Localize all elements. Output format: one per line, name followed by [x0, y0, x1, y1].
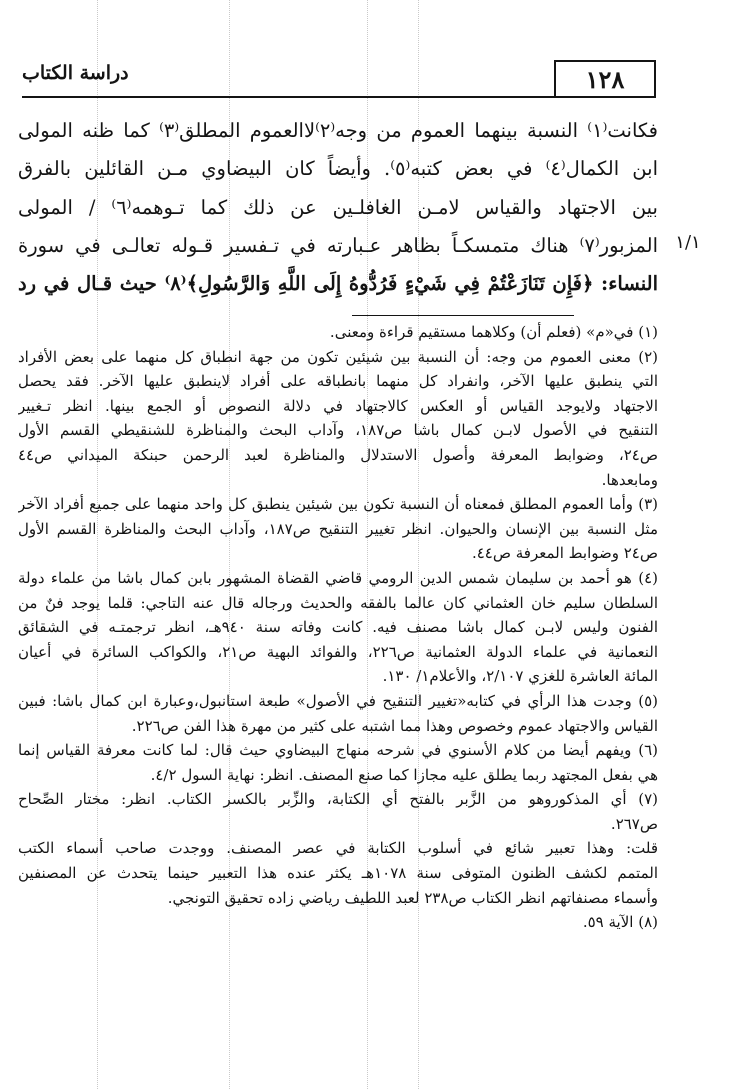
footnote-line: الفنون وليس لابـن كمال باشا مصنف فيه. كانت وفاته سنة ٩٤٠هـ، انظر ترجمتـه في الشقائق — [18, 618, 658, 637]
footnote-6 — [18, 738, 658, 787]
main-text-line: بين الاجتهاد والقياس لامـن الغافلـين عن ذلك كما تـوهمه⁽٦⁾ / المولى — [18, 195, 658, 219]
page-number: ١٢٨ — [554, 60, 656, 98]
quran-verse-line: النساء: ﴿فَإِن تَنَازَعْتُمْ فِي شَيْءٍ فَرُدُّوهُ إِلَى اللَّهِ وَالرَّسُولِ﴾⁽٨⁾ حيث قـال في رد — [18, 272, 658, 296]
footnote-line: وأسماء مصنفاتهم انظر الكتاب ص٢٣٨ لعبد اللطيف رياضي زاده تحقيق التونجي. — [167, 888, 658, 907]
footnote-line: ص٢٤، وضوابط المعرفة وأصول الاستدلال والمناظرة لعبد الرحمن حبنكة الميداني ص٤٤ — [18, 445, 658, 464]
footnote-4 — [18, 566, 658, 689]
footnote-line: (٧) أي المذكوروهو من الزَّبر بالفتح أي الكتابة، والزِّبر بالكسر الكتاب. انظر: مختار الصِّحاح — [18, 790, 658, 809]
main-text-line: فكانت⁽١⁾ النسبة بينهما العموم من وجه⁽٢⁾لاالعموم المطلق⁽٣⁾ كما ظنه المولى — [18, 119, 658, 142]
footnote-line: (٥) وجدت هذا الرأي في كتابه«تغيير التنقيح في الأصول» طبعة استانبول،وعبارة ابن كمال باشا: فبين — [18, 691, 658, 710]
footnote-line: مثل النسبة بين الإنسان والحيوان. انظر تغيير التنقيح ص١٨٧، وآداب البحث والمناظرة القسم الأول — [18, 519, 658, 538]
footnote-line: ص٢٤ وضوابط المعرفة ص٤٤. — [471, 544, 658, 563]
footnote-line: التي ينطبق عليها الآخر، وانفراد كل منهما بانطباقه على أفراد لاينطبق عليها الآخر. فقد يحصل — [18, 372, 658, 391]
footnote-5 — [18, 689, 658, 738]
footnote-line: المتمم لكشف الظنون المتوفى سنة ١٠٧٨هـ يكثر عنده هذا التعبير حينما يتحدث عن المصنفين — [18, 864, 658, 883]
footnote-line: (٨) الآية ٥٩. — [582, 913, 658, 932]
running-title: دراسة الكتاب — [22, 62, 129, 84]
footnote-line: (٦) ويفهم أيضا من كلام الأسنوي في شرحه منهاج البيضاوي حيث قال: لما كانت معرفة القياس إنما — [18, 741, 658, 760]
main-text-line: ابن الكمال⁽٤⁾ في بعض كتبه⁽٥⁾. وأيضاً كان البيضاوي مـن القائلين بالفرق — [18, 157, 658, 181]
footnote-8 — [18, 910, 658, 935]
footnote-line: التنقيح في الأصول لابـن كمال باشا ص١٨٧، وآداب البحث والمناظرة للشنقيطي القسم الأول — [18, 421, 658, 440]
footnote-3 — [18, 492, 658, 566]
footnote-line: هي بفعل المجتهد ربما يطلق عليه مجازا كما صنع المصنف. انظر: نهاية السول ٤/٢. — [150, 765, 658, 784]
footnote-line: السلطان سليم خان العثماني كان عالما بالفقه والحديث ورجاله قال عنه التاجي: قلما يوجد فنٌ من — [18, 593, 658, 612]
footnote-line: المائة العاشرة للغزي ٢/١٠٧، والأعلام١/ ١٣٠. — [382, 667, 658, 686]
footnote-line: الاجتهاد ولايوجد القياس أو العكس كالاجتهاد في دلالة النصوص أو الجمع بينها. انظر تـغيير — [18, 396, 658, 415]
header-rule — [22, 96, 656, 98]
footnote-line: ومابعدها. — [601, 470, 658, 489]
footnote-line: (١) في«م» (فعلم أن) وكلاهما مستقيم قراءة ومعنى. — [329, 323, 658, 341]
footnote-line: (٤) هو أحمد بن سليمان شمس الدين الرومي قاضي القضاة المشهور بابن كمال باشا من علماء دولة — [18, 568, 658, 587]
footnote-1 — [18, 320, 658, 345]
footnote-line: (٢) معنى العموم من وجه: أن النسبة بين شيئين تكون من جهة انطباق كل منهما على بعض الأفراد — [18, 347, 658, 366]
footnote-line: (٣) وأما العموم المطلق فمعناه أن النسبة تكون بين شيئين ينطبق كل واحد منهما على جميع أفراد الآخر — [18, 495, 658, 514]
footnote-line: ص٢٦٧. — [610, 814, 658, 833]
footnote-2 — [18, 345, 658, 493]
footnote-line: النعمانية في علماء الدولة العثمانية ص٢٢٦، والفوائد البهية ص٢١، والكواكب السائرة في أعيان — [18, 642, 658, 661]
footnote-7 — [18, 787, 658, 836]
margin-folio-note: ١/١ — [675, 232, 701, 253]
footnote-line: قلت: وهذا تعبير شائع في أسلوب الكتابة في عصر المصنف. ووجدت صاحب أسماء الكتب — [18, 839, 658, 858]
main-text — [18, 112, 658, 303]
main-text-line: المزبور⁽٧⁾ هناك متمسكـاً بظاهر عـبارته في تـفسير قـوله تعالـى في سورة — [18, 233, 658, 257]
page-header — [22, 52, 656, 102]
footnotes — [18, 320, 658, 935]
footnote-line: القياس والاجتهاد عموم وخصوص وهذا مما اشتبه على كثير من مهرة هذا الفن ص٢٢٦. — [131, 716, 658, 735]
footnote-separator — [352, 315, 574, 316]
footnote-7-continuation — [18, 836, 658, 910]
